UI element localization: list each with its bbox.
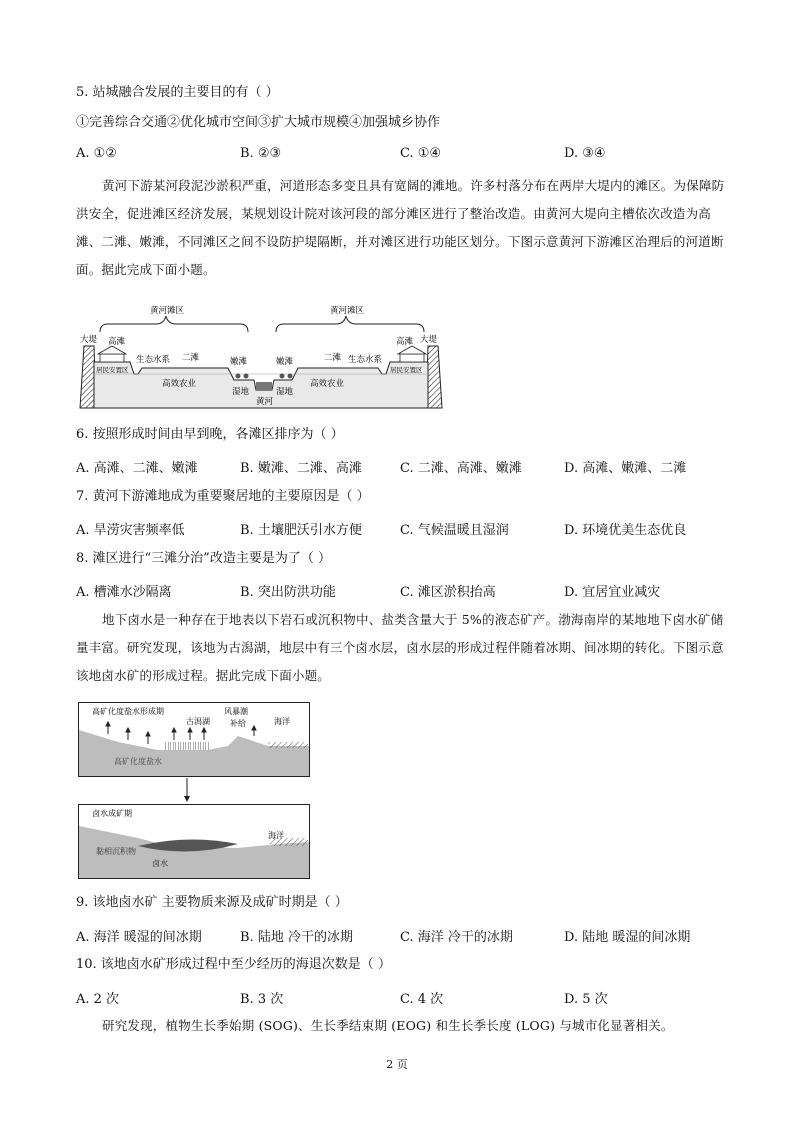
q5-list: ①完善综合交通②优化城市空间③扩大城市规模④加强城乡协作 xyxy=(76,115,441,130)
eco-water-left: 生态水系 xyxy=(136,355,171,365)
fig2-top-title: 高矿化度盐水形成期 xyxy=(92,707,164,716)
yellow-river-cross-section-figure xyxy=(78,302,446,412)
q7-option-c[interactable]: C. 气候温暖且湿润 xyxy=(400,523,509,538)
q7-option-a[interactable]: A. 旱涝灾害频率低 xyxy=(76,523,185,538)
q7-options xyxy=(76,519,726,537)
q9-options xyxy=(76,926,726,944)
q6-option-b[interactable]: B. 嫩滩、二滩、高滩 xyxy=(240,461,362,476)
passage-vegetation: 研究发现，植物生长季始期 (SOG)、生长季结束期 (EOG) 和生长季长度 (LOG) 与城市化显著相关。 xyxy=(102,1018,674,1033)
resettle-left: 居民安置区 xyxy=(96,366,129,374)
q5-option-d[interactable]: D. ③④ xyxy=(564,146,606,161)
second-terrace-left: 二滩 xyxy=(182,353,200,363)
q10-stem: 10. 该地卤水矿形成过程中至少经历的海退次数是（ ） xyxy=(76,957,391,972)
q8-option-c[interactable]: C. 滩区淤积抬高 xyxy=(400,585,496,600)
q9-stem: 9. 该地卤水矿 主要物质来源及成矿时期是（ ） xyxy=(76,895,348,910)
q8-stem: 8. 滩区进行“三滩分治”改造主要是为了（ ） xyxy=(76,551,331,566)
brine-formation-figure xyxy=(78,702,310,880)
eco-water-right: 生态水系 xyxy=(348,355,383,365)
q7-option-b[interactable]: B. 土壤肥沃引水方便 xyxy=(240,523,362,538)
fig2-supply: 补给 xyxy=(230,719,246,728)
fig2-brine: 卤水 xyxy=(152,859,168,868)
second-terrace-right: 二滩 xyxy=(324,353,342,363)
brace-label-right: 黄河滩区 xyxy=(330,306,365,316)
q10-option-a[interactable]: A. 2 次 xyxy=(76,992,120,1007)
q8-option-a[interactable]: A. 槽滩水沙隔离 xyxy=(76,585,172,600)
q6-option-a[interactable]: A. 高滩、二滩、嫩滩 xyxy=(76,461,198,476)
q8-option-b[interactable]: B. 突出防洪功能 xyxy=(240,585,336,600)
q10-option-c[interactable]: C. 4 次 xyxy=(400,992,444,1007)
agri-right: 高效农业 xyxy=(310,379,345,389)
q6-stem: 6. 按照形成时间由早到晚，各滩区排序为（ ） xyxy=(76,427,344,442)
fig2-lagoon: 古潟湖 xyxy=(186,717,210,726)
fig2-ocean-top: 海洋 xyxy=(274,717,290,726)
river-label: 黄河 xyxy=(256,397,274,407)
q9-option-c[interactable]: C. 海洋 冷干的冰期 xyxy=(400,930,513,945)
passage-brine: 地下卤水是一种存在于地表以下岩石或沉积物中、盐类含量大于 5%的液态矿产。渤海南岸的某地地下卤水矿储量丰富。研究发现，该地为古潟湖，地层中有三个卤水层，卤水层的形成过程伴随着冰期、间冰期的转化。下图示意该地卤水矿的形成过程。据此完成下面小题。 xyxy=(76,612,724,683)
resettle-right: 居民安置区 xyxy=(390,366,423,374)
q5-stem: 5. 站城融合发展的主要目的有（ ） xyxy=(76,85,279,100)
young-terrace-left: 嫩滩 xyxy=(230,357,248,367)
fig2-ocean-bottom: 海洋 xyxy=(268,831,284,840)
fig2-bottom-title: 卤水成矿期 xyxy=(92,809,132,818)
q7-option-d[interactable]: D. 环境优美生态优良 xyxy=(564,523,687,538)
wetland-left: 湿地 xyxy=(232,387,250,397)
q5-option-a[interactable]: A. ①② xyxy=(76,146,117,161)
q7-stem: 7. 黄河下游滩地成为重要聚居地的主要原因是（ ） xyxy=(76,489,370,504)
q9-option-a[interactable]: A. 海洋 暖湿的间冰期 xyxy=(76,930,202,945)
young-terrace-right: 嫩滩 xyxy=(276,357,294,367)
q9-option-b[interactable]: B. 陆地 冷干的冰期 xyxy=(240,930,353,945)
q6-option-c[interactable]: C. 二滩、高滩、嫩滩 xyxy=(400,461,522,476)
q5-options xyxy=(76,146,726,164)
fig2-brine-high: 高矿化度盐水 xyxy=(114,757,162,766)
brace-label-left: 黄河滩区 xyxy=(150,306,185,316)
q6-option-d[interactable]: D. 高滩、嫩滩、二滩 xyxy=(564,461,687,476)
agri-left: 高效农业 xyxy=(162,379,197,389)
high-terrace-right: 高滩 xyxy=(396,337,414,347)
passage-yellow-river: 黄河下游某河段泥沙淤积严重，河道形态多变且具有宽阔的滩地。许多村落分布在两岸大堤内的滩区。为保障防洪安全，促进滩区经济发展，某规划设计院对该河段的部分滩区进行了整治改造。由黄河大堤向主槽依次改造为高滩、二滩、嫩滩，不同滩区之间不设防护堤隔断，并对滩区进行功能区划分。下图示意黄河下游滩区治理后的河道断面。据此完成下面小题。 xyxy=(76,178,725,277)
dike-label-right: 大堤 xyxy=(420,335,438,345)
q10-option-b[interactable]: B. 3 次 xyxy=(240,992,284,1007)
dike-label-left: 大堤 xyxy=(80,335,98,345)
q5-option-b[interactable]: B. ②③ xyxy=(240,146,282,161)
q6-options xyxy=(76,457,726,475)
q10-option-d[interactable]: D. 5 次 xyxy=(564,992,608,1007)
high-terrace-left: 高滩 xyxy=(108,337,126,347)
q5-option-c[interactable]: C. ①④ xyxy=(400,146,442,161)
page-number: 2 页 xyxy=(386,1058,408,1071)
q8-options xyxy=(76,581,726,599)
fig2-storm: 风暴潮 xyxy=(224,707,248,716)
wetland-right: 湿地 xyxy=(276,387,294,397)
q8-option-d[interactable]: D. 宜居宜业减灾 xyxy=(564,585,661,600)
q10-options xyxy=(76,988,726,1006)
fig2-sediment: 黏相沉积物 xyxy=(96,847,136,856)
q9-option-d[interactable]: D. 陆地 暖湿的间冰期 xyxy=(564,930,691,945)
